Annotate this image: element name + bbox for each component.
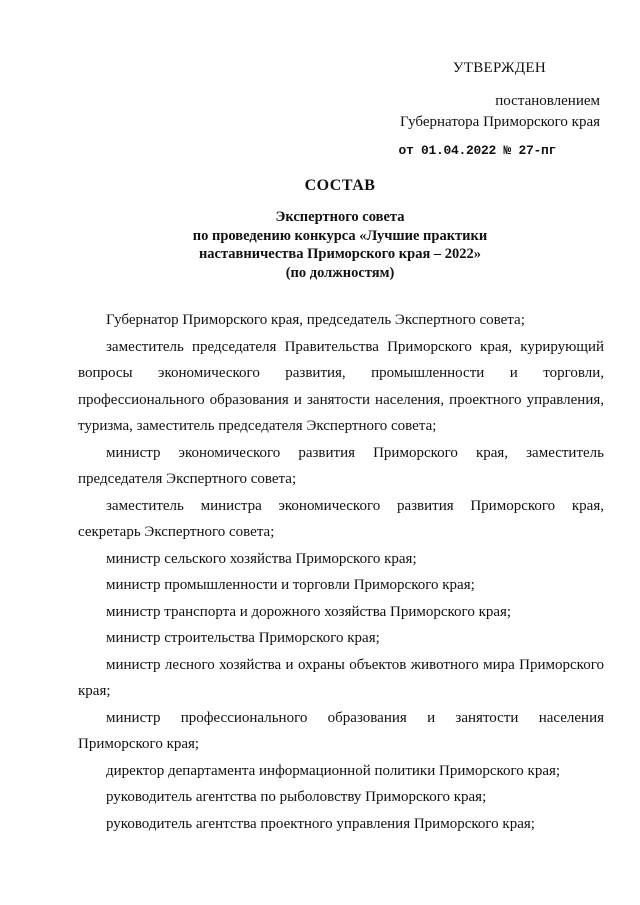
member-item: министр строительства Приморского края; xyxy=(106,630,380,646)
heading-block xyxy=(0,177,640,282)
heading-line-4: (по должностям) xyxy=(285,264,395,281)
member-item: руководитель агентства проектного управления Приморского края; xyxy=(106,815,535,832)
member-item: министр профессионального образования и занятости населения Приморского края; xyxy=(78,709,604,752)
members-list xyxy=(78,307,604,837)
member-item: директор департамента информационной политики Приморского края; xyxy=(106,762,561,779)
member-item: министр сельского хозяйства Приморского края; xyxy=(106,550,417,567)
heading-line-3: наставничества Приморского края – 2022» xyxy=(198,246,482,262)
member-item: Губернатор Приморского края, председатель Экспертного совета; xyxy=(106,312,525,328)
heading-line-1: Экспертного совета xyxy=(275,209,405,225)
approval-stamp xyxy=(344,58,604,161)
decree-line-2: Губернатора Приморского края xyxy=(400,114,600,130)
page-title: СОСТАВ xyxy=(304,177,376,194)
member-item: министр транспорта и дорожного хозяйства Приморского края; xyxy=(106,603,512,620)
member-item: министр промышленности и торговли Приморского края; xyxy=(106,577,475,593)
decree-line-1: постановлением xyxy=(495,93,600,109)
member-item: заместитель председателя Правительства Приморского края, курирующий вопросы экономического развития, промышленности и торговли, профессионального образования и занятости населения, проектного управления, туризма, заместитель председателя Экспертного совета; xyxy=(78,338,604,434)
approved-label: УТВЕРЖДЕН xyxy=(452,60,546,76)
document-number: от 01.04.2022 № 27-пг xyxy=(398,143,556,158)
member-item: руководитель агентства по рыболовству Приморского края; xyxy=(106,789,487,805)
member-item: министр лесного хозяйства и охраны объектов животного мира Приморского края; xyxy=(78,656,604,699)
member-item: заместитель министра экономического развития Приморского края, секретарь Экспертного совета; xyxy=(78,497,604,540)
heading-line-2: по проведению конкурса «Лучшие практики xyxy=(192,227,488,244)
member-item: министр экономического развития Приморского края, заместитель председателя Экспертного совета; xyxy=(78,444,604,487)
